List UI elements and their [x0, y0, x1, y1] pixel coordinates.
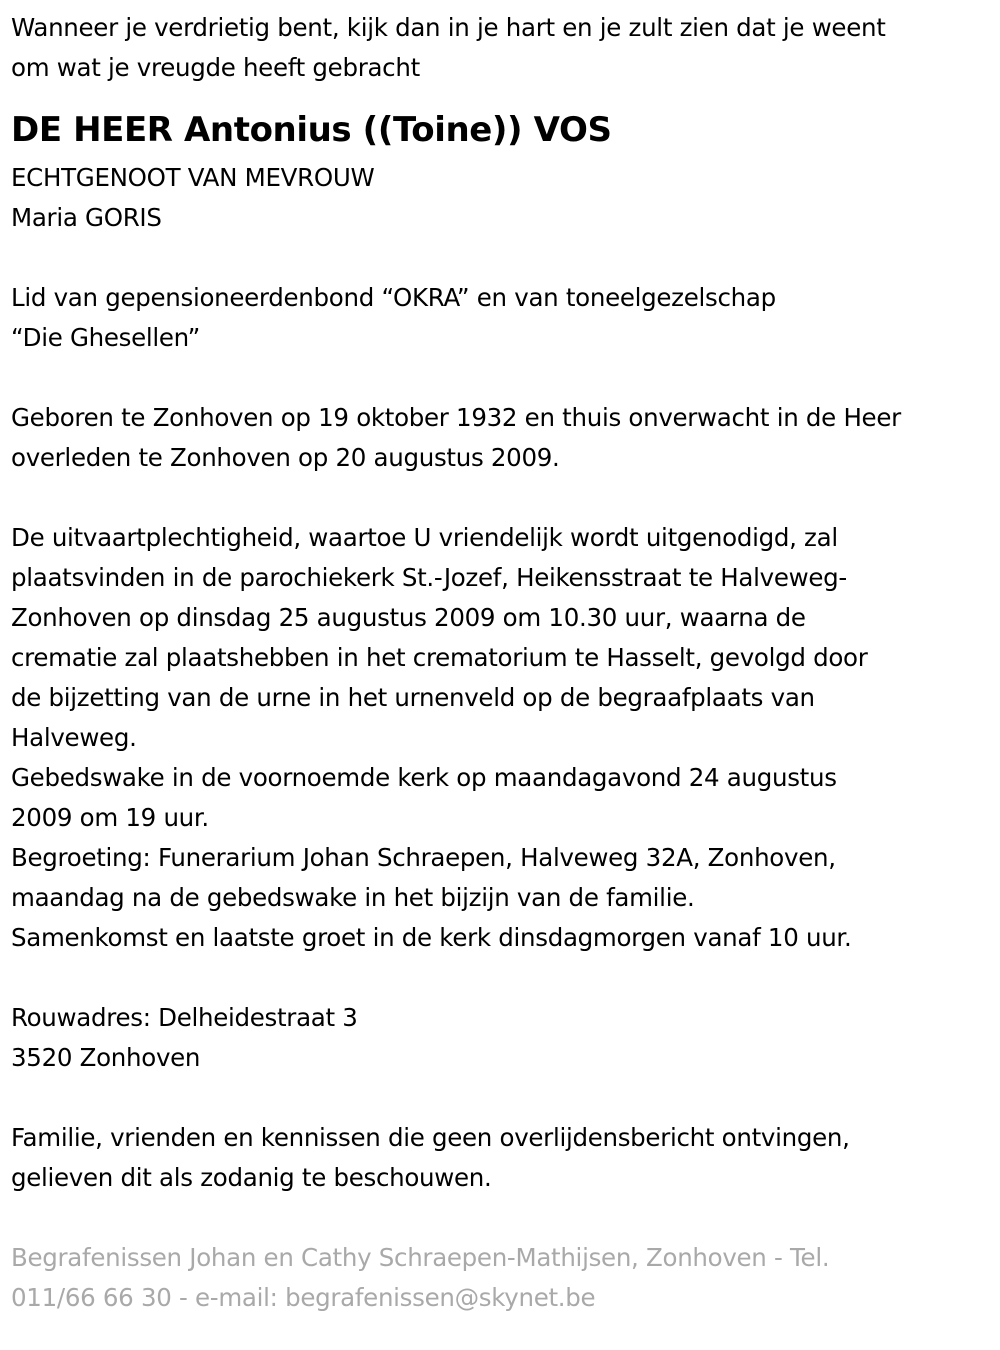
membership-line: “Die Ghesellen” — [11, 323, 200, 352]
address-line: 3520 Zonhoven — [11, 1043, 201, 1072]
birth-death-line: overleden te Zonhoven op 20 augustus 2009. — [11, 443, 560, 472]
address-line: Rouwadres: Delheidestraat 3 — [11, 1003, 358, 1032]
footer-line: 011/66 66 30 - e-mail: begrafenissen@skynet.be — [11, 1283, 596, 1312]
birth-death-block — [11, 398, 996, 478]
ceremony-block — [11, 518, 996, 958]
ceremony-line: Samenkomst en laatste groet in de kerk dinsdagmorgen vanaf 10 uur. — [11, 923, 852, 952]
notice-line: Familie, vrienden en kennissen die geen overlijdensbericht ontvingen, — [11, 1123, 850, 1152]
spouse-line: Maria GORIS — [11, 203, 162, 232]
ceremony-line: de bijzetting van de urne in het urnenveld op de begraafplaats van — [11, 683, 815, 712]
ceremony-line: Gebedswake in de voornoemde kerk op maandagavond 24 augustus — [11, 763, 837, 792]
spouse-line: ECHTGENOOT VAN MEVROUW — [11, 163, 375, 192]
spouse-block — [11, 158, 996, 238]
funeral-home-footer — [11, 1238, 996, 1318]
deceased-name: DE HEER Antonius ((Toine)) VOS — [11, 110, 612, 150]
obituary-document — [11, 8, 996, 1318]
membership-block — [11, 278, 996, 358]
notice-line: gelieven dit als zodanig te beschouwen. — [11, 1163, 492, 1192]
address-block — [11, 998, 996, 1078]
ceremony-line: Halveweg. — [11, 723, 137, 752]
quote-line: om wat je vreugde heeft gebracht — [11, 53, 420, 82]
quote-block — [11, 8, 996, 88]
ceremony-line: crematie zal plaatshebben in het crematorium te Hasselt, gevolgd door — [11, 643, 868, 672]
ceremony-line: Zonhoven op dinsdag 25 augustus 2009 om 10.30 uur, waarna de — [11, 603, 806, 632]
quote-line: Wanneer je verdrietig bent, kijk dan in je hart en je zult zien dat je weent — [11, 13, 886, 42]
footer-line: Begrafenissen Johan en Cathy Schraepen-Mathijsen, Zonhoven - Tel. — [11, 1243, 830, 1272]
birth-death-line: Geboren te Zonhoven op 19 oktober 1932 en thuis onverwacht in de Heer — [11, 403, 901, 432]
ceremony-line: De uitvaartplechtigheid, waartoe U vriendelijk wordt uitgenodigd, zal — [11, 523, 838, 552]
membership-line: Lid van gepensioneerdenbond “OKRA” en van toneelgezelschap — [11, 283, 776, 312]
ceremony-line: 2009 om 19 uur. — [11, 803, 209, 832]
ceremony-line: plaatsvinden in de parochiekerk St.-Jozef, Heikensstraat te Halveweg- — [11, 563, 847, 592]
notice-block — [11, 1118, 996, 1198]
ceremony-line: maandag na de gebedswake in het bijzijn van de familie. — [11, 883, 695, 912]
ceremony-line: Begroeting: Funerarium Johan Schraepen, Halveweg 32A, Zonhoven, — [11, 843, 836, 872]
